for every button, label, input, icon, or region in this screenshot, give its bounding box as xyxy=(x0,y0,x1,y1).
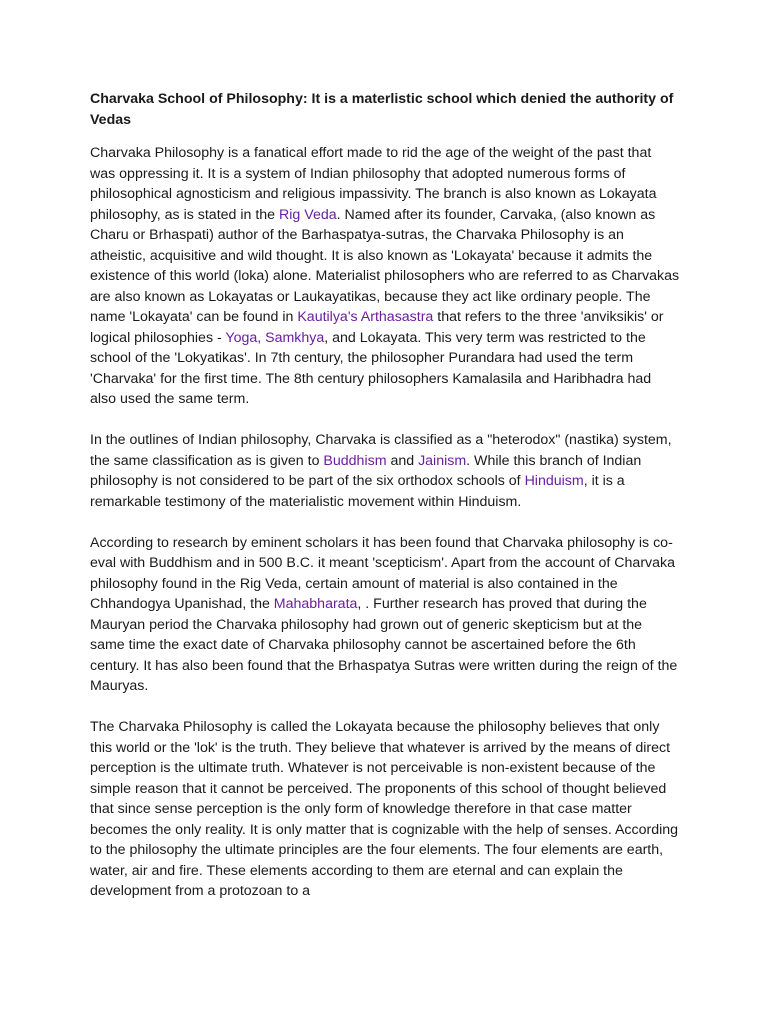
paragraph-text: . While this branch of Indian philosophy is not considered to be part of the six orthodox schools of xyxy=(90,452,642,489)
inline-link[interactable]: Kautilya's Arthasastra xyxy=(297,309,434,325)
inline-link[interactable]: Rig Veda xyxy=(279,206,337,223)
document-title: Charvaka School of Philosophy: It is a materlistic school which denied the authority of Vedas xyxy=(90,91,674,128)
paragraph-text: . Named after its founder, Carvaka, (also known as Charu or Brhaspati) author of the Barhaspatya-sutras, the Charvaka Philosophy is an atheistic, acquisitive and wild thought. It is also known as 'Lokayata' because it admits the existence of this world (loka) alone. Materialist philosophers who are referred to as Charvakas are also known as Lokayatas or Laukayatikas, because they act like ordinary people. The name 'Lokayata' can be found in xyxy=(90,206,680,325)
document-body xyxy=(90,143,680,902)
paragraph-text: that refers to the three 'anviksikis' or logical philosophies - xyxy=(90,309,664,346)
paragraph-text: According to research by eminent scholars it has been found that Charvaka philosophy is co-eval with Buddhism and in 500 B.C. it meant 'scepticism'. Apart from the account of Charvaka philosophy found in the Rig Veda, certain amount of material is also contained in the Chhandogya Upanishad, the xyxy=(90,534,676,612)
paragraph xyxy=(90,143,680,410)
inline-link[interactable]: Yoga, Samkhya xyxy=(225,329,325,346)
paragraph-text: Charvaka Philosophy is a fanatical effort made to rid the age of the weight of the past that was oppressing it. It is a system of Indian philosophy that adopted numerous forms of philosophical agnosticism and religious impassivity. The branch is also known as Lokayata philosophy, as is stated in the xyxy=(90,145,657,223)
paragraph-text: The Charvaka Philosophy is called the Lokayata because the philosophy believes that only this world or the 'lok' is the truth. They believe that whatever is arrived by the means of direct perception is the ultimate truth. Whatever is not perceivable is non-existent because of the simple reason that it cannot be perceived. The proponents of this school of thought believed that since sense perception is the only form of knowledge therefore in that case matter becomes the only reality. It is only matter that is cognizable with the help of senses. According to the philosophy the ultimate principles are the four elements. The four elements are earth, water, air and fire. These elements according to them are eternal and can explain the development from a protozoan to a xyxy=(90,719,679,899)
inline-link[interactable]: Jainism xyxy=(418,452,467,469)
document-page xyxy=(90,89,680,922)
paragraph-text: In the outlines of Indian philosophy, Charvaka is classified as a "heterodox" (nastika) system, the same classification as is given to xyxy=(90,432,672,469)
paragraph-text: , and Lokayata. This very term was restricted to the school of the 'Lokyatikas'. In 7th century, the philosopher Purandara had used the term 'Charvaka' for the first time. The 8th century philosophers Kamalasila and Haribhadra had also used the same term. xyxy=(90,329,652,407)
paragraph-text: , it is a remarkable testimony of the materialistic movement within Hinduism. xyxy=(90,473,625,510)
paragraph-text: and xyxy=(386,452,419,469)
inline-link[interactable]: Buddhism xyxy=(323,452,387,469)
paragraph xyxy=(90,430,680,512)
inline-link[interactable]: Hinduism xyxy=(524,473,584,489)
paragraph xyxy=(90,717,680,902)
inline-link[interactable]: Mahabharata xyxy=(273,596,358,612)
paragraph-text: , . Further research has proved that during the Mauryan period the Charvaka philosophy had grown out of generic skepticism but at the same time the exact date of Charvaka philosophy cannot be ascertained before the 6th century. It has also been found that the Brhaspatya Sutras were written during the reign of the Mauryas. xyxy=(90,596,678,694)
paragraph xyxy=(90,533,680,697)
